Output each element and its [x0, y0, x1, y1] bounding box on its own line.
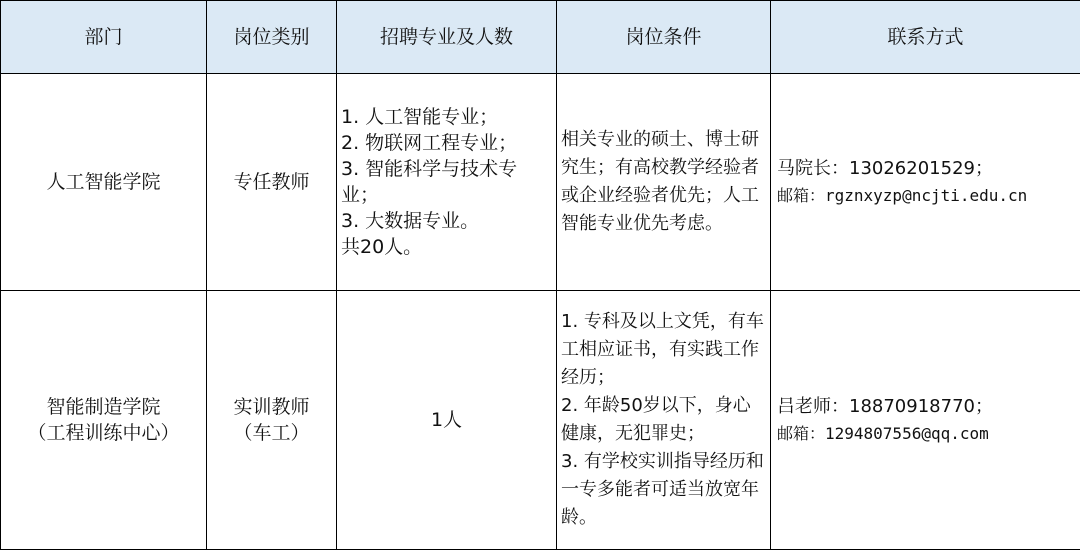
- condition-item: 3. 有学校实训指导经历和一专多能者可适当放宽年龄。: [561, 448, 766, 532]
- conditions-cell: [557, 74, 771, 291]
- department-cell: 人工智能学院: [1, 74, 207, 291]
- department-cell: [1, 291, 207, 550]
- conditions-cell: [557, 291, 771, 550]
- contact-email: 邮箱：1294807556@qq.com: [777, 420, 1076, 447]
- table-header-row: [1, 1, 1080, 74]
- major-item: 3. 大数据专业。: [341, 208, 552, 234]
- contact-cell: [771, 74, 1080, 291]
- contact-phone: 吕老师：18870918770；: [777, 393, 1076, 420]
- category-cell: 专任教师: [207, 74, 337, 291]
- header-category: 岗位类别: [207, 1, 337, 74]
- header-conditions: 岗位条件: [557, 1, 771, 74]
- major-item: 3. 智能科学与技术专业；: [341, 156, 552, 208]
- category-subname: （车工）: [207, 420, 336, 446]
- category-name: 实训教师: [207, 394, 336, 420]
- header-contact: 联系方式: [771, 1, 1080, 74]
- department-name: 智能制造学院: [1, 394, 206, 420]
- major-total: 共20人。: [341, 234, 552, 260]
- table-row: [1, 74, 1080, 291]
- table-row: [1, 291, 1080, 550]
- conditions-text: 相关专业的硕士、博士研究生；有高校教学经验者或企业经验者优先；人工智能专业优先考虑。: [561, 126, 766, 238]
- condition-item: 1. 专科及以上文凭，有车工相应证书，有实践工作经历；: [561, 308, 766, 392]
- condition-item: 2. 年龄50岁以下，身心健康，无犯罪史；: [561, 392, 766, 448]
- contact-phone: 马院长：13026201529；: [777, 155, 1076, 182]
- header-majors: 招聘专业及人数: [337, 1, 557, 74]
- header-department: 部门: [1, 1, 207, 74]
- major-item: 2. 物联网工程专业；: [341, 130, 552, 156]
- major-item: 1. 人工智能专业；: [341, 104, 552, 130]
- majors-cell: 1人: [337, 291, 557, 550]
- category-cell: [207, 291, 337, 550]
- contact-cell: [771, 291, 1080, 550]
- majors-cell: [337, 74, 557, 291]
- contact-email: 邮箱：rgznxyzp@ncjti.edu.cn: [777, 182, 1076, 209]
- department-subname: （工程训练中心）: [1, 420, 206, 446]
